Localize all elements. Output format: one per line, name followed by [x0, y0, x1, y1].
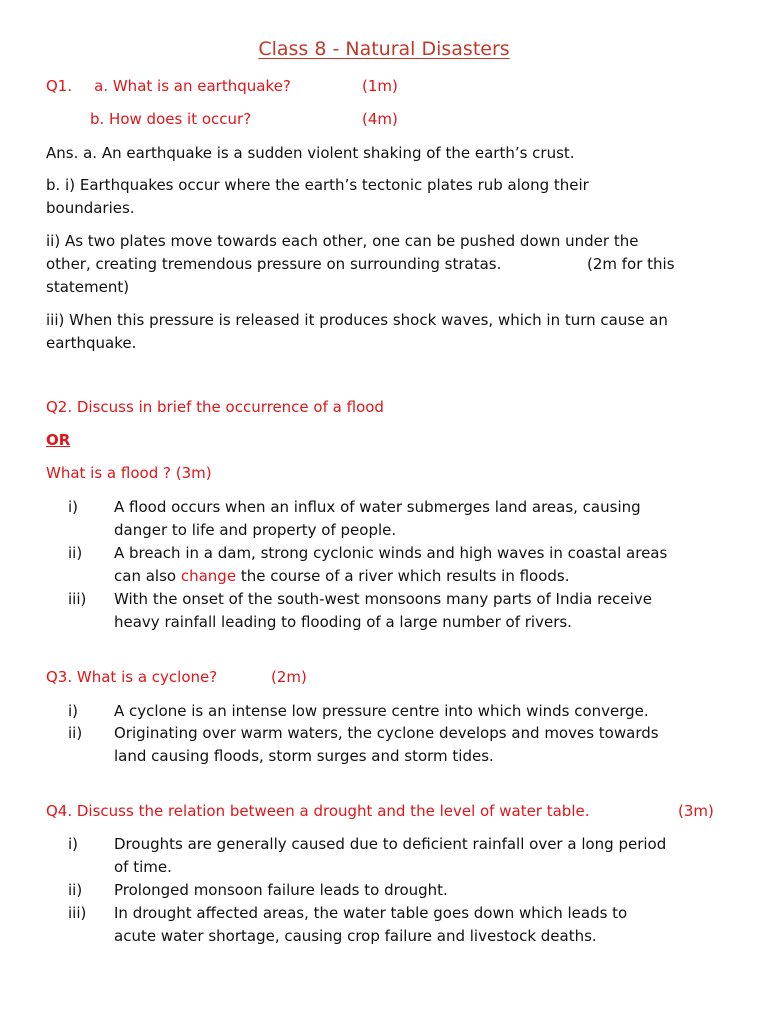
q1-answer-iii-line1: iii) When this pressure is released it produces shock waves, which in turn cause an: [46, 311, 668, 329]
q2-item-2-line1: A breach in a dam, strong cyclonic winds and high waves in coastal areas: [114, 544, 668, 562]
q4-item-1-line1: Droughts are generally caused due to deficient rainfall over a long period: [114, 835, 667, 853]
q4-question: Q4. Discuss the relation between a drought and the level of water table.: [46, 802, 590, 820]
q4-item-1-line2: of time.: [114, 858, 172, 876]
q4-item-3-line1: In drought affected areas, the water table goes down which leads to: [114, 904, 628, 922]
q1-answer-ii-line2: other, creating tremendous pressure on surrounding stratas.: [46, 255, 502, 273]
q3-item-1-num: i): [68, 702, 79, 720]
q1-answer-iii-line2: earthquake.: [46, 334, 137, 352]
page-title: Class 8 - Natural Disasters: [258, 38, 510, 60]
q1-answer-ii-line1: ii) As two plates move towards each other, one can be pushed down under the: [46, 232, 639, 250]
q1-a-text: a. What is an earthquake?: [94, 77, 291, 95]
q1-label: Q1.: [46, 77, 73, 95]
q1-answer-b-i-line2: boundaries.: [46, 199, 135, 217]
q4-item-1-num: i): [68, 835, 79, 853]
q2-item-2-line2: [114, 565, 570, 588]
q2-item-3-num: iii): [68, 590, 87, 608]
q3-item-2-line1: Originating over warm waters, the cyclone develops and moves towards: [114, 724, 659, 742]
q1-b-text: b. How does it occur?: [90, 110, 252, 128]
q2-item-1-line2: danger to life and property of people.: [114, 521, 397, 539]
q2-item-2-line2-post: the course of a river which results in floods.: [236, 567, 570, 585]
q2-item-2-highlight: change: [180, 567, 237, 585]
q4-marks: (3m): [678, 802, 714, 820]
q1-answer-a: Ans. a. An earthquake is a sudden violent shaking of the earth’s crust.: [46, 144, 575, 162]
q3-marks: (2m): [271, 668, 307, 686]
q3-item-1-line1: A cyclone is an intense low pressure centre into which winds converge.: [114, 702, 649, 720]
q4-item-3-line2: acute water shortage, causing crop failure and livestock deaths.: [114, 927, 597, 945]
q2-question: Q2. Discuss in brief the occurrence of a flood: [46, 398, 384, 416]
q2-item-2-line2-pre: can also: [114, 567, 181, 585]
q1-answer-b-i-line1: b. i) Earthquakes occur where the earth’s tectonic plates rub along their: [46, 176, 589, 194]
q3-item-2-num: ii): [68, 724, 83, 742]
q3-item-2-line2: land causing floods, storm surges and storm tides.: [114, 747, 494, 765]
q4-item-3-num: iii): [68, 904, 87, 922]
q2-item-1-num: i): [68, 498, 79, 516]
q1-part-a: [46, 75, 291, 98]
q4-item-2-line1: Prolonged monsoon failure leads to drought.: [114, 881, 448, 899]
q2-alt-question: What is a flood ? (3m): [46, 464, 212, 482]
q1-answer-ii-marks: (2m for this: [587, 255, 675, 273]
q1-b-marks: (4m): [362, 110, 398, 128]
q1-a-marks: (1m): [362, 77, 398, 95]
q1-answer-ii-line3: statement): [46, 278, 130, 296]
q2-item-3-line1: With the onset of the south-west monsoons many parts of India receive: [114, 590, 652, 608]
q4-item-2-num: ii): [68, 881, 83, 899]
q2-or: OR: [46, 431, 71, 449]
q2-item-3-line2: heavy rainfall leading to flooding of a large number of rivers.: [114, 613, 572, 631]
q2-item-2-num: ii): [68, 544, 83, 562]
q3-question: Q3. What is a cyclone?: [46, 668, 218, 686]
q2-item-1-line1: A flood occurs when an influx of water submerges land areas, causing: [114, 498, 641, 516]
